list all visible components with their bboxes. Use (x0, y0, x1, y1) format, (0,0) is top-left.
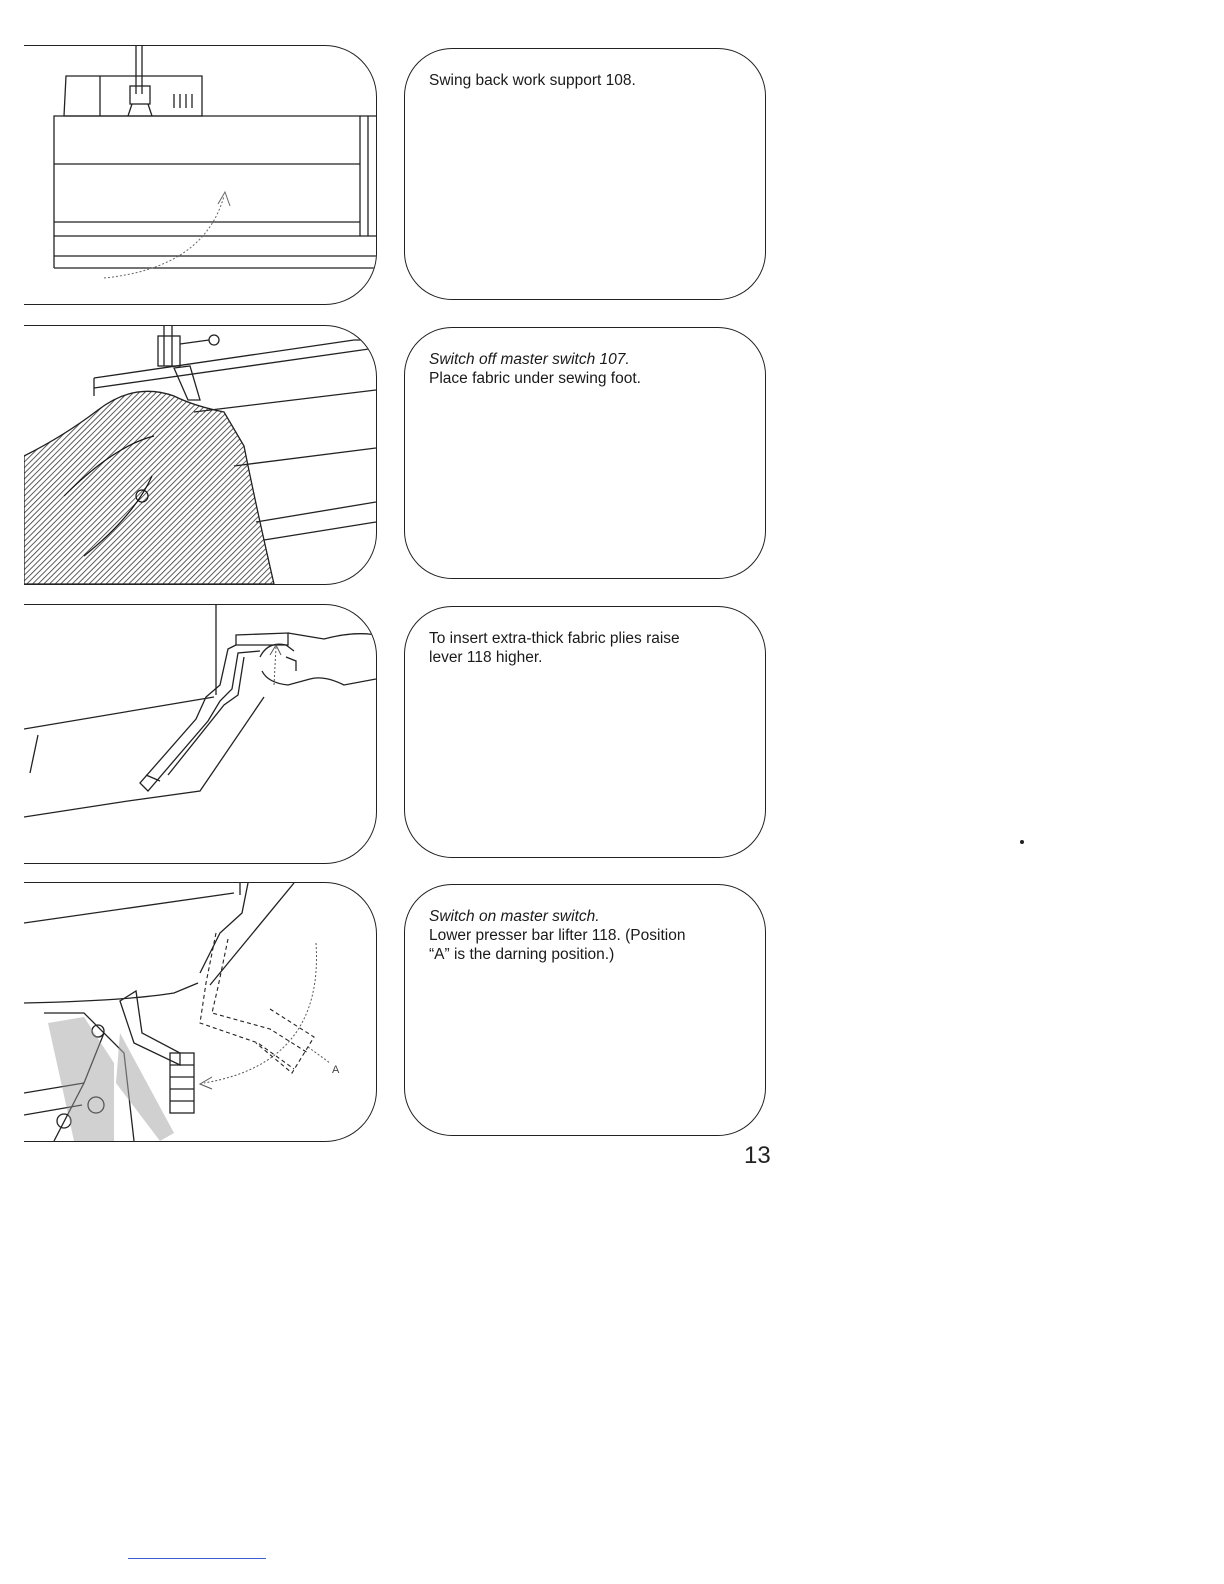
fabric-under-sewing-foot-drawing (24, 326, 376, 584)
position-a-label: A (332, 1064, 340, 1076)
illustration-fabric-under-foot (24, 325, 377, 585)
raise-lever-drawing (24, 605, 376, 863)
step-2-line-2: Place fabric under sewing foot. (429, 370, 641, 387)
step-2-instructions (404, 327, 766, 579)
page-number: 13 (744, 1142, 771, 1169)
footer-rule (128, 1558, 266, 1559)
step-1-instructions (404, 48, 766, 300)
step-4-instructions (404, 884, 766, 1136)
step-4-line-2: Lower presser bar lifter 118. (Position (429, 927, 686, 944)
illustration-work-support (24, 45, 377, 305)
illustration-raise-lever (24, 604, 377, 864)
sewing-machine-work-support-drawing (24, 46, 376, 304)
step-1-line-1: Swing back work support 108. (429, 72, 636, 89)
step-2-line-1: Switch off master switch 107. (429, 351, 630, 368)
lower-presser-bar-lifter-drawing (24, 883, 376, 1141)
speck-mark (1020, 840, 1024, 844)
step-4-line-1: Switch on master switch. (429, 908, 600, 925)
step-4-line-3: “A” is the darning position.) (429, 946, 615, 963)
illustration-lower-presser-bar-lifter (24, 882, 377, 1142)
step-3-line-2: lever 118 higher. (429, 649, 543, 666)
step-3-line-1: To insert extra-thick fabric plies raise (429, 630, 680, 647)
step-3-instructions (404, 606, 766, 858)
